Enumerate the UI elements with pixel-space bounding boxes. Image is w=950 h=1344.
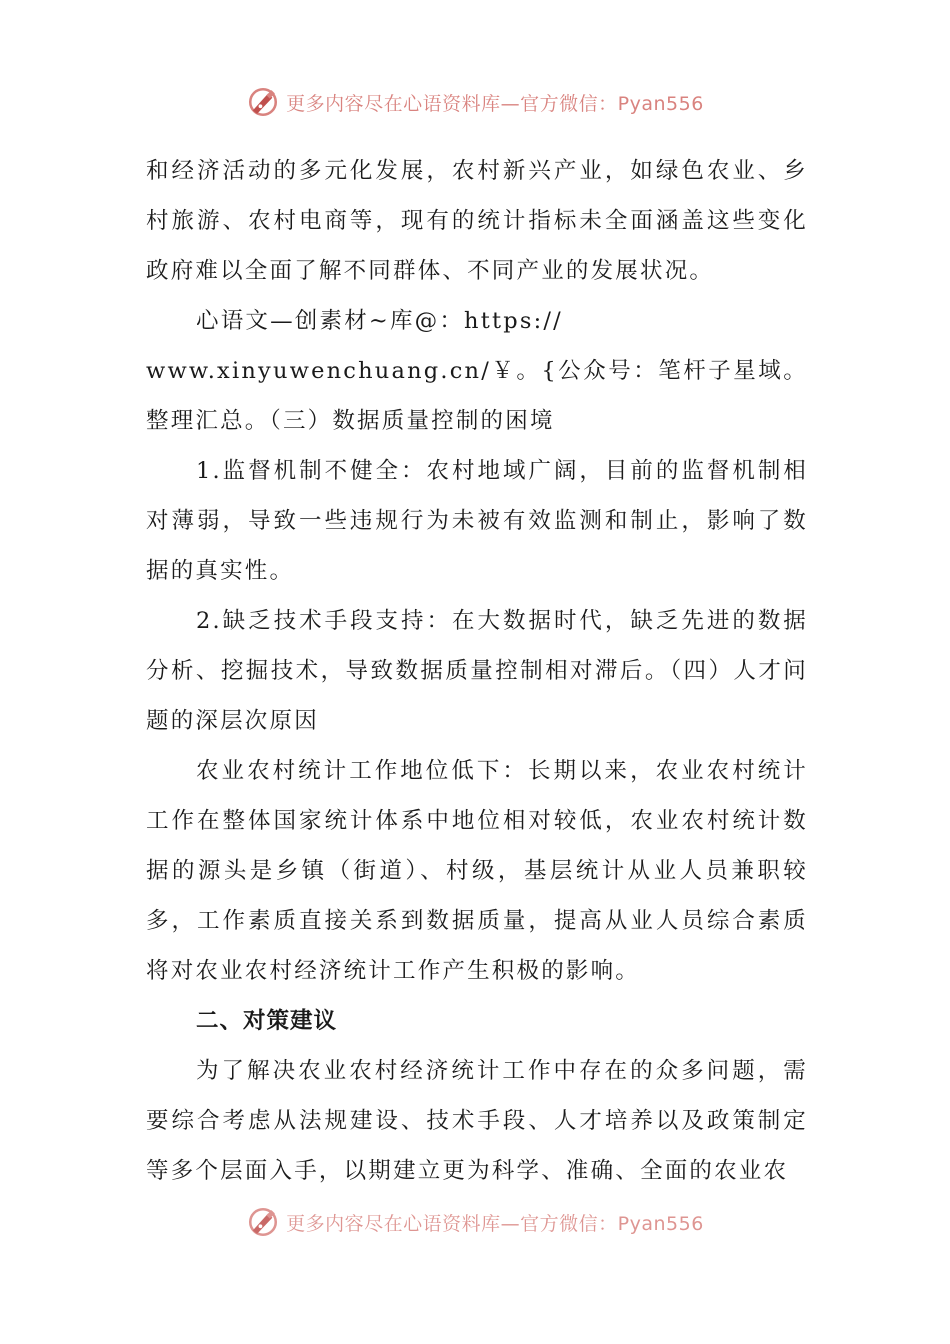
paragraph-1: 和经济活动的多元化发展，农村新兴产业，如绿色农业、乡村旅游、农村电商等，现有的统计指标未全面涵盖这些变化政府难以全面了解不同群体、不同产业的发展状况。 bbox=[146, 158, 808, 284]
header-watermark bbox=[0, 80, 950, 124]
paragraph-2-line-2: www.xinyuwenchuang.cn/￥。{公众号：笔杆子星域。整理汇总。（三）数据质量控制的困境 bbox=[146, 358, 808, 434]
pen-nib-logo-icon bbox=[246, 1205, 280, 1239]
footer-watermark-text: 更多内容尽在心语资料库—官方微信：Pyan556 bbox=[286, 1212, 704, 1235]
pen-nib-logo-icon bbox=[246, 85, 280, 119]
paragraph-6: 为了解决农业农村经济统计工作中存在的众多问题，需要综合考虑从法规建设、技术手段、人才培养以及政策制定等多个层面入手，以期建立更为科学、准确、全面的农业农 bbox=[146, 1058, 808, 1184]
paragraph-3: 1.监督机制不健全：农村地域广阔，目前的监督机制相对薄弱，导致一些违规行为未被有效监测和制止，影响了数据的真实性。 bbox=[146, 458, 808, 584]
paragraph-4: 2.缺乏技术手段支持：在大数据时代，缺乏先进的数据分析、挖掘技术，导致数据质量控制相对滞后。（四）人才问题的深层次原因 bbox=[146, 608, 808, 734]
header-watermark-text: 更多内容尽在心语资料库—官方微信：Pyan556 bbox=[286, 92, 704, 115]
paragraph-2-line-1: 心语文—创素材~库@：https:// bbox=[196, 308, 563, 334]
paragraph-5: 农业农村统计工作地位低下：长期以来，农业农村统计工作在整体国家统计体系中地位相对较低，农业农村统计数据的源头是乡镇（街道）、村级，基层统计从业人员兼职较多，工作素质直接关系到数据质量，提高从业人员综合素质将对农业农村经济统计工作产生积极的影响。 bbox=[146, 758, 808, 984]
section-heading-2: 二、对策建议 bbox=[196, 1008, 338, 1034]
document-body bbox=[146, 146, 808, 1196]
footer-watermark bbox=[0, 1200, 950, 1244]
